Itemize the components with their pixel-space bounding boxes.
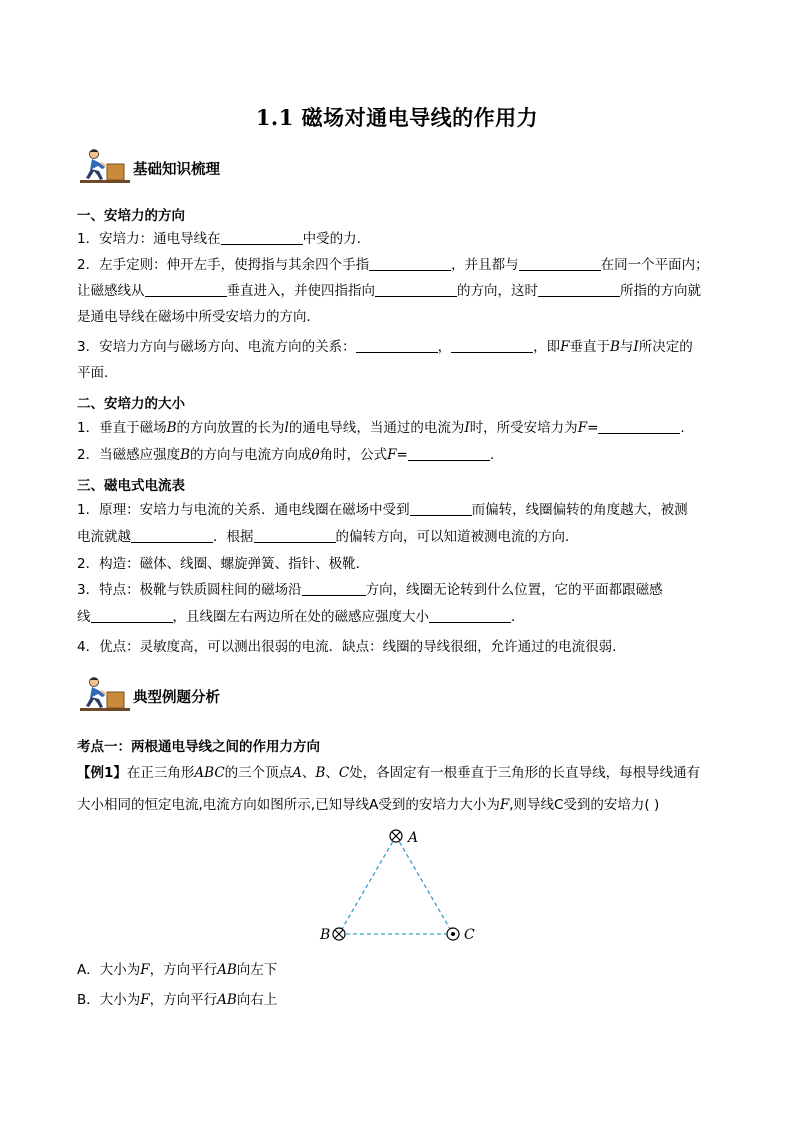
option-b[interactable]: B．大小为F，方向平行AB向右上 — [77, 992, 278, 1008]
section-header-basics — [80, 148, 400, 186]
fill-blank[interactable] — [598, 419, 680, 434]
section-title: 典型例题分析 — [133, 690, 220, 706]
label-b: B — [320, 927, 331, 943]
wire-c-out-of-page-icon — [447, 928, 459, 940]
text-line: 2．构造：磁体、线圈、螺旋弹簧、指针、极靴． — [77, 556, 370, 572]
subheading-galvanometer: 三、磁电式电流表 — [77, 478, 185, 494]
fill-blank[interactable] — [91, 608, 173, 623]
example-tag: 【例1】 — [77, 765, 127, 781]
text-line: 让磁感线从 垂直进入，并使四指指向 的方向，这时 所指的方向就 — [77, 283, 701, 299]
triangle-wires-diagram — [322, 822, 482, 948]
text-line: 2．左手定则：伸开左手，使拇指与其余四个手指 ，并且都与 在同一个平面内； — [77, 257, 709, 273]
text-line: 1．安培力：通电导线在 中受的力． — [77, 231, 371, 247]
text-line: 1．原理：安培力与电流的关系．通电线圈在磁场中受到 而偏转，线圈偏转的角度越大，被测 — [77, 502, 688, 518]
student-pushing-box-icon — [80, 676, 130, 712]
side-ab — [339, 836, 396, 934]
text-line: 3．特点：极靴与铁质圆柱间的磁场沿 方向，线圈无论转到什么位置，它的平面都跟磁感 — [77, 582, 663, 598]
text-line: 大小相同的恒定电流,电流方向如图所示,已知导线A受到的安培力大小为F,则导线C受到的安培力( ) — [77, 797, 660, 813]
text-line: 【例1】在正三角形ABC的三个顶点A、B、C处，各固定有一根垂直于三角形的长直导线，每根导线通有 — [77, 765, 701, 781]
wire-b-into-page-icon — [333, 928, 345, 940]
page-title: 1.1 磁场对通电导线的作用力 — [255, 105, 539, 130]
label-a: A — [408, 830, 419, 846]
option-a[interactable]: A．大小为F，方向平行AB向左下 — [77, 962, 278, 978]
fill-blank[interactable] — [369, 256, 451, 271]
subheading-magnitude: 二、安培力的大小 — [77, 396, 185, 412]
text-line: 平面． — [77, 365, 118, 381]
text-line: 4．优点：灵敏度高，可以测出很弱的电流．缺点：线圈的导线很细，允许通过的电流很弱． — [77, 639, 626, 655]
text-line: 3．安培力方向与磁场方向、电流方向的关系： ， ，即F垂直于B与I所决定的 — [77, 339, 693, 355]
fill-blank[interactable] — [451, 338, 533, 353]
text-line: 2．当磁感应强度B的方向与电流方向成θ角时，公式F= . — [77, 447, 495, 463]
label-c: C — [464, 927, 475, 943]
text-line: 电流就越 ．根据 的偏转方向，可以知道被测电流的方向． — [77, 529, 579, 545]
text-line: 1．垂直于磁场B的方向放置的长为l的通电导线，当通过的电流为I时，所受安培力为F= . — [77, 420, 685, 436]
section-header-examples — [80, 676, 400, 714]
fill-blank[interactable] — [356, 338, 438, 353]
fill-blank[interactable] — [538, 282, 620, 297]
side-ac — [396, 836, 453, 934]
text-line: 线 ，且线圈左右两边所在处的磁感应强度大小 ． — [77, 609, 525, 625]
subheading-direction: 一、安培力的方向 — [77, 208, 185, 224]
wire-a-into-page-icon — [390, 830, 402, 842]
fill-blank[interactable] — [429, 608, 511, 623]
fill-blank[interactable] — [254, 528, 336, 543]
section-title: 基础知识梳理 — [133, 162, 220, 178]
fill-blank[interactable] — [375, 282, 457, 297]
fill-blank[interactable] — [408, 446, 490, 461]
fill-blank[interactable] — [410, 501, 472, 516]
student-pushing-box-icon — [80, 148, 130, 184]
fill-blank[interactable] — [302, 581, 366, 596]
fill-blank[interactable] — [145, 282, 227, 297]
topic-heading: 考点一：两根通电导线之间的作用力方向 — [77, 739, 320, 755]
fill-blank[interactable] — [221, 230, 303, 245]
fill-blank[interactable] — [131, 528, 213, 543]
fill-blank[interactable] — [519, 256, 601, 271]
text-line: 是通电导线在磁场中所受安培力的方向． — [77, 309, 320, 325]
